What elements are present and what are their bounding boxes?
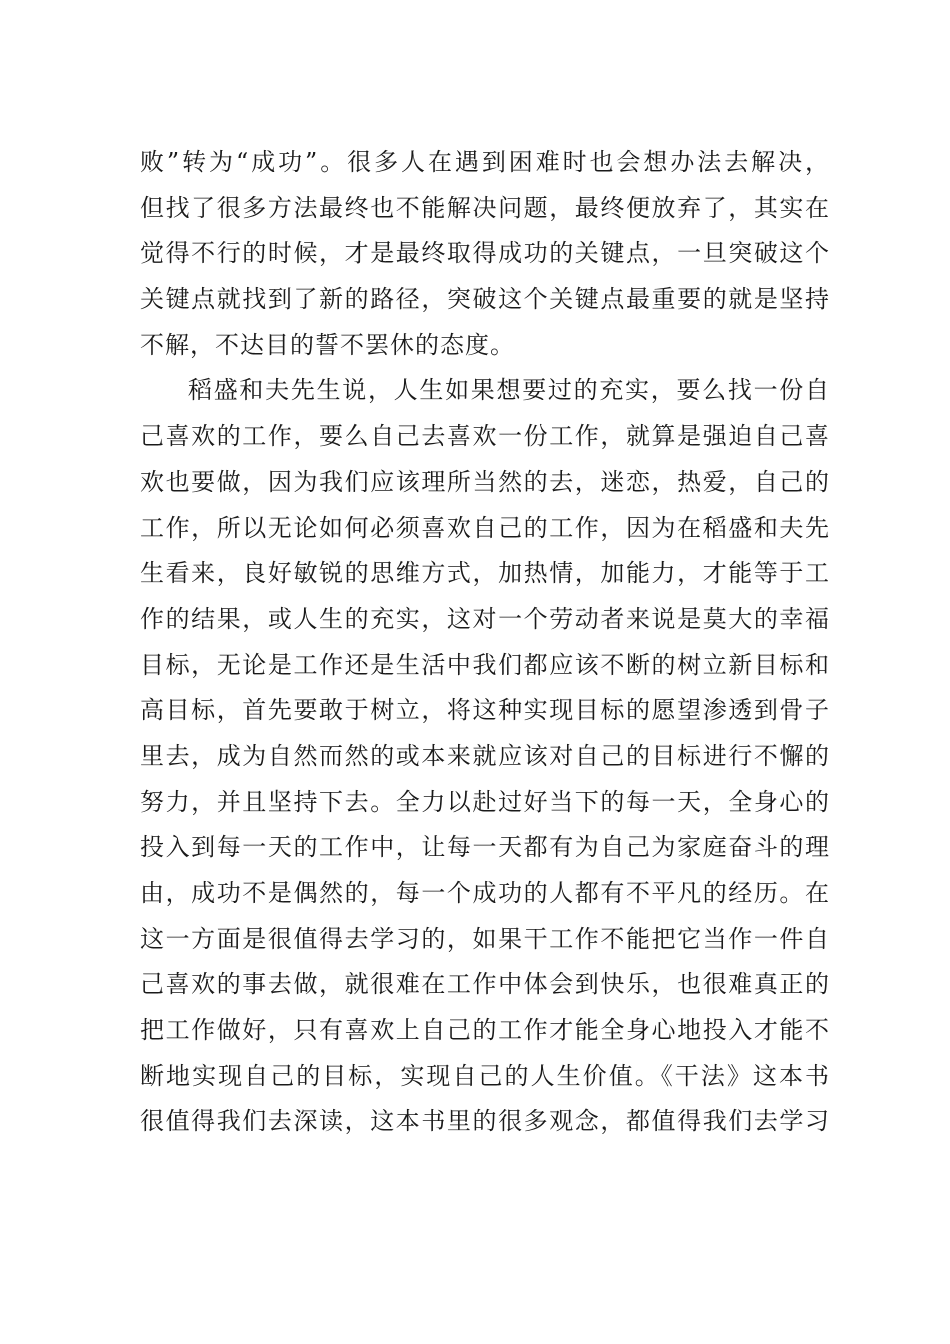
paragraph-2	[140, 368, 830, 1145]
text-line: 努力，并且坚持下去。全力以赴过好当下的每一天，全身心的	[140, 787, 830, 816]
text-line: 关键点就找到了新的路径，突破这个关键点最重要的就是坚持	[140, 285, 830, 314]
text-line: 己喜欢的事去做，就很难在工作中体会到快乐，也很难真正的	[140, 970, 830, 999]
text-line: 高目标，首先要敢于树立，将这种实现目标的愿望渗透到骨子	[140, 696, 830, 725]
text-line: 欢也要做，因为我们应该理所当然的去，迷恋，热爱，自己的	[140, 467, 830, 496]
text-line: 作的结果，或人生的充实，这对一个劳动者来说是莫大的幸福	[140, 604, 830, 633]
text-line: 觉得不行的时候，才是最终取得成功的关键点，一旦突破这个	[140, 239, 830, 268]
text-line: 由，成功不是偶然的，每一个成功的人都有不平凡的经历。在	[140, 879, 830, 907]
text-line: 里去，成为自然而然的或本来就应该对自己的目标进行不懈的	[140, 741, 830, 770]
text-line: 不解，不达目的誓不罢休的态度。	[140, 330, 515, 359]
text-line: 败”转为“成功”。很多人在遇到困难时也会想办法去解决，	[140, 148, 830, 176]
text-line: 把工作做好，只有喜欢上自己的工作才能全身心地投入才能不	[140, 1016, 830, 1045]
text-line: 工作，所以无论如何必须喜欢自己的工作，因为在稻盛和夫先	[140, 513, 830, 542]
text-line: 很值得我们去深读，这本书里的很多观念，都值得我们去学习	[140, 1107, 830, 1136]
body-text	[140, 140, 830, 1145]
text-line: 这一方面是很值得去学习的，如果干工作不能把它当作一件自	[140, 924, 830, 953]
text-line: 目标，无论是工作还是生活中我们都应该不断的树立新目标和	[140, 650, 830, 679]
text-line: 投入到每一天的工作中，让每一天都有为自己为家庭奋斗的理	[140, 833, 830, 862]
text-line: 断地实现自己的目标，实现自己的人生价值。《干法》这本书	[140, 1061, 830, 1090]
text-line: 稻盛和夫先生说，人生如果想要过的充实，要么找一份自	[188, 376, 830, 405]
text-line: 己喜欢的工作，要么自己去喜欢一份工作，就算是强迫自己喜	[140, 422, 830, 451]
text-line: 但找了很多方法最终也不能解决问题，最终便放弃了，其实在	[140, 193, 830, 222]
paragraph-1	[140, 140, 830, 368]
text-line: 生看来，良好敏锐的思维方式，加热情，加能力，才能等于工	[140, 559, 830, 588]
